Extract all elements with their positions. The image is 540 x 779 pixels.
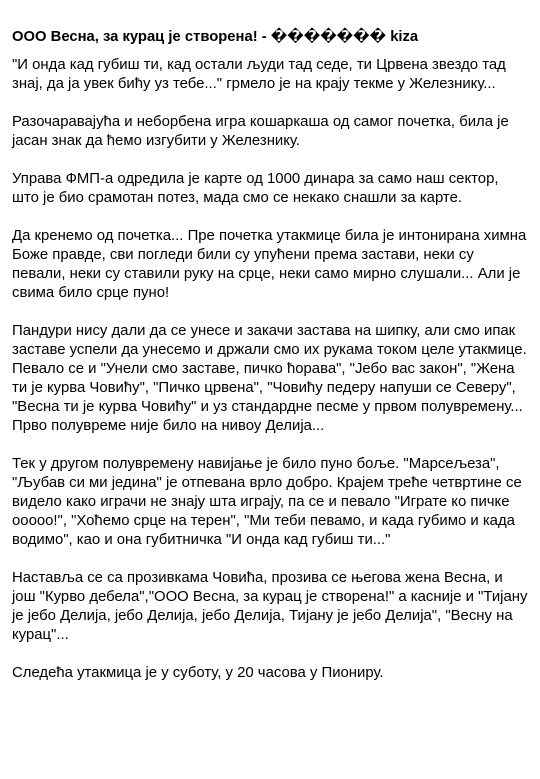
article-paragraph: Наставља се са прозивкама Човића, прозива се његова жена Весна, и још "Курво дебела","ООО Весна, за курац је створена!" а касније и "Тијану је јебо Делија, јебо Делија, јебо Делија, Тијану је јебо Делија", "Весну на курац"... [12,570,528,643]
article-paragraph: Тек у другом полувремену навијање је било пуно боље. "Марсељеза", "Љубав си ми једина" је отпевана врло добро. Крајем треће четвртине се видело како играчи не знају шта играју, па се и певало "Играте ко пичке ооооо!", "Хоћемо срце на терен", "Ми теби певамо, и када губимо и када водимо", као и она губитничка "И онда кад губиш ти..." [12,456,522,548]
article-title: ООО Весна, за курац је створена! - ������� kiza [12,29,419,45]
article-body [12,56,528,683]
article-paragraph: "И онда кад губиш ти, кад остали људи тад седе, ти Црвена звездо тад знај, да ја увек бићу уз тебе..." грмело је на крају текме у Железнику... [12,57,506,92]
article-paragraph: Да кренемо од почетка... Пре почетка утакмице била је интонирана химна Боже правде, сви погледи били су упућени према застави, неки су певали, неки су ставили руку на срце, неки само мирно слушали... Али је свима било срце пуно! [12,228,527,301]
article-paragraph: Следећа утакмица је у суботу, у 20 часова у Пиониру. [12,665,384,681]
article-paragraph: Разочаравајућа и неборбена игра кошаркаша од самог почетка, била је јасан знак да ћемо изгубити у Железнику. [12,114,509,149]
article-paragraph: Пандури нису дали да се унесе и закачи застава на шипку, али смо ипак заставе успели да унесемо и држали смо их рукама током целе утакмице. Певало се и "Унели смо заставе, пичко ћорава", "Јебо вас закон", "Жена ти је курва Човићу", "Пичко црвена", "Човићу педеру напуши се Северу", "Весна ти је курва Човићу" и уз стандардне песме у првом полувремену... Прво полувреме није било на нивоу Делија... [12,323,527,434]
article-paragraph: Управа ФМП-а одредила је карте од 1000 динара за само наш сектор, што је био срамотан потез, мада смо се некако снашли за карте. [12,171,499,206]
